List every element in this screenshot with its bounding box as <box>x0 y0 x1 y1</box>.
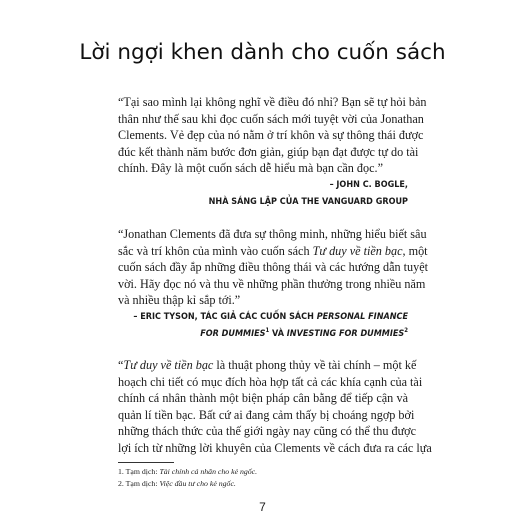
quote-line: “Tư duy về tiền bạc là thuật phong thủy về tài chính – một kế <box>118 358 417 372</box>
attribution-text: VÀ <box>269 328 287 339</box>
quote-third <box>118 357 432 456</box>
page-number: 7 <box>259 500 266 514</box>
attribution-line: – JOHN C. BOGLE, <box>329 180 408 190</box>
quote-line: Clements. Vẻ đẹp của nó nằm ở trí khôn và sự thông thái được <box>118 128 424 142</box>
quote-bogle <box>118 94 427 177</box>
quote-line: những thách thức của thế giới ngày nay cũng có thể thu được <box>118 424 417 438</box>
book-title-italic: Tư duy về tiền bạc <box>312 243 403 258</box>
quote-line: và nhiều thập kỉ sắp tới.” <box>118 293 241 307</box>
quote-text: sắc và trí khôn của mình vào cuốn sách <box>118 243 313 258</box>
quote-line: chính cá nhân thành một biện pháp cân bằng để tiếp cận và <box>118 391 408 405</box>
attribution-line <box>118 309 408 326</box>
quote-text: , một <box>402 243 428 258</box>
footnote-text: Việc đầu tư cho kẻ ngốc. <box>159 479 236 488</box>
book-title-italic: Tư duy về tiền bạc <box>123 358 214 372</box>
quote-line <box>118 243 428 260</box>
footnote-2 <box>118 478 408 490</box>
footnote-prefix: 2. Tạm dịch: <box>118 479 160 488</box>
attribution-italic: FOR DUMMIES <box>200 328 266 339</box>
attribution-italic: PERSONAL FINANCE <box>316 312 408 322</box>
attribution-bogle <box>118 177 408 210</box>
quote-line: hoạch chi tiết có mục đích hòa hợp tất cả các khía cạnh của tài <box>118 374 423 389</box>
quote-line: cuốn sách đầy ắp những điều thông thái và các hướng dẫn tuyệt <box>118 260 429 274</box>
quote-line: đúc kết thành năm bước đơn giản, giúp bạn đạt được tự do tài <box>118 144 419 159</box>
quote-line: chính. Đây là một cuốn sách dễ hiểu mà bạn cần đọc.” <box>118 161 383 175</box>
quote-line: “Tại sao mình lại không nghĩ về điều đó nhỉ? Bạn sẽ tự hỏi bản <box>118 95 427 109</box>
quote-line: “Jonathan Clements đã đưa sự thông minh, những hiểu biết sâu <box>118 227 427 241</box>
quote-tyson <box>118 226 429 309</box>
quote-line: vời. Hãy đọc nó và thu về những phần thưởng trong nhiều năm <box>118 276 426 291</box>
footnote-text: Tài chính cá nhân cho kẻ ngốc. <box>159 467 258 476</box>
footnote-ref: 2 <box>404 326 408 334</box>
page-title: Lời ngợi khen dành cho cuốn sách <box>79 40 446 65</box>
attribution-italic: INVESTING FOR DUMMIES <box>286 328 405 339</box>
footnote-divider <box>118 462 174 463</box>
footnote-ref: 1 <box>265 326 270 334</box>
footnote-1 <box>118 466 408 478</box>
attribution-tyson <box>118 309 408 342</box>
quote-text: là thuật phong thủy về tài chính – một kế <box>213 358 417 372</box>
footnote-prefix: 1. Tạm dịch: <box>118 467 160 476</box>
attribution-line: NHÀ SÁNG LẬP CỦA THE VANGUARD GROUP <box>208 196 408 207</box>
attribution-text: – ERIC TYSON, TÁC GIẢ CÁC CUỐN SÁCH <box>133 312 317 322</box>
quote-line: lợi ích từ những lời khuyên của Clements về cách đưa ra các lựa <box>118 440 432 455</box>
quote-line: thân như thế sau khi đọc cuốn sách mới tuyệt vời của Jonathan <box>118 111 424 126</box>
quote-line: quản lí tiền bạc. Bất cứ ai đang cảm thấy bị choáng ngợp bởi <box>118 407 415 422</box>
attribution-line <box>118 326 408 343</box>
